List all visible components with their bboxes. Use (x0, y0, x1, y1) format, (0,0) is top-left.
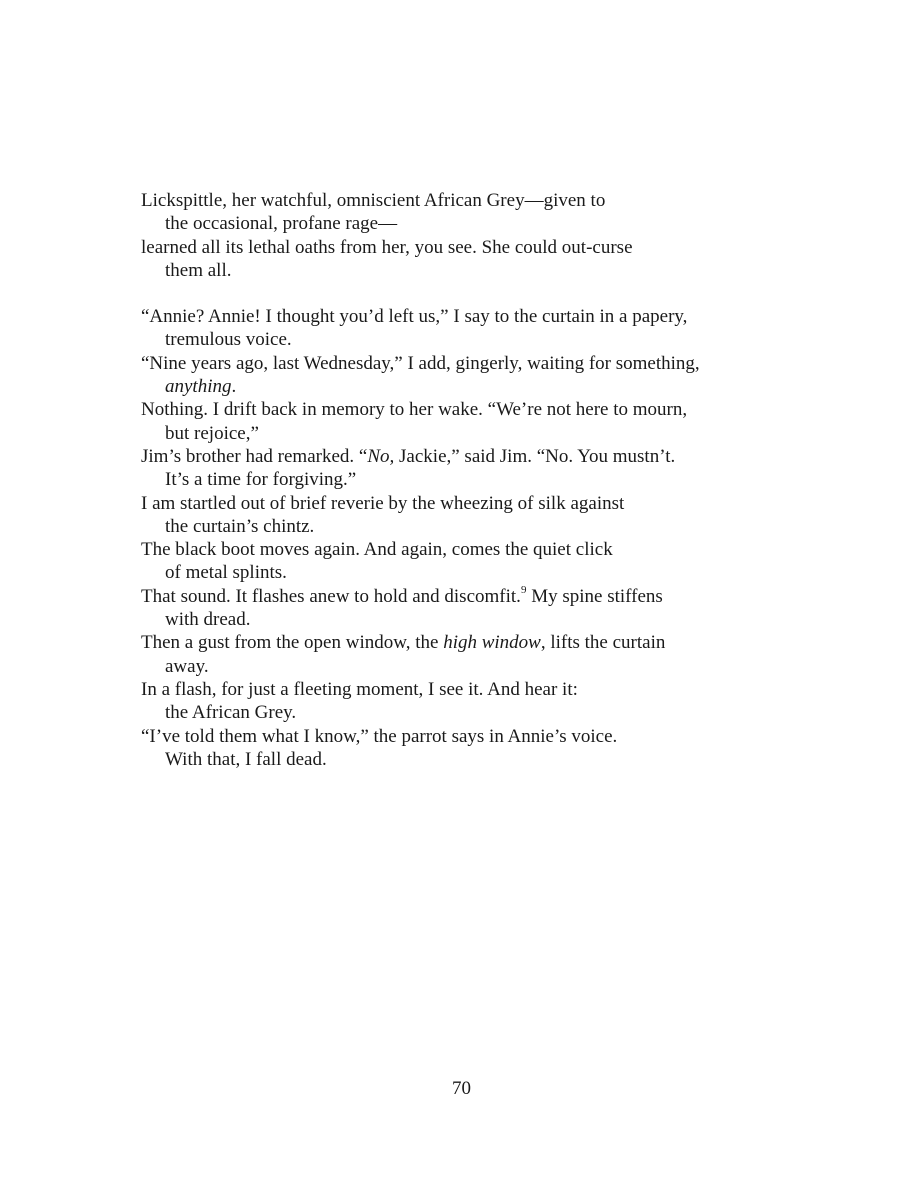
verse-continuation: the curtain’s chintz. (165, 515, 315, 537)
verse-text: Lickspittle, her watchful, omniscient African Grey—given to (141, 190, 606, 211)
verse-line (141, 678, 781, 725)
verse-text: learned all its lethal oaths from her, you see. She could out-curse (141, 236, 633, 258)
verse-text-fragment: Then a gust from the open window, the (141, 632, 444, 654)
stanza-2 (141, 305, 781, 771)
verse-continuation: but rejoice,” (165, 422, 259, 444)
verse-line (141, 538, 781, 585)
page-number: 70 (452, 1078, 471, 1099)
verse-line (141, 631, 781, 678)
verse-line (141, 189, 781, 236)
verse-text-fragment: , lifts the curtain (540, 632, 666, 654)
verse-line (141, 236, 781, 283)
italic-text: No, (367, 445, 395, 467)
footnote-marker[interactable]: 9 (520, 584, 527, 597)
verse-text: I am startled out of brief reverie by the wheezing of silk against (141, 492, 625, 514)
verse-text-fragment: . (231, 376, 237, 398)
verse-continuation: the occasional, profane rage— (165, 213, 398, 235)
poem-body (141, 189, 781, 771)
verse-continuation: of metal splints. (165, 562, 287, 584)
verse-line (141, 305, 781, 352)
verse-text-fragment: Jim’s brother had remarked. “ (141, 445, 368, 467)
verse-text: The black boot moves again. And again, comes the quiet click (141, 539, 613, 561)
italic-text: anything (165, 376, 232, 398)
verse-line (141, 445, 781, 492)
verse-line (141, 725, 781, 772)
verse-text-fragment: My spine stiffens (526, 585, 663, 607)
verse-continuation: It’s a time for forgiving.” (165, 469, 357, 491)
verse-continuation: away. (165, 655, 209, 677)
verse-text: “Annie? Annie! I thought you’d left us,” I say to the curtain in a papery, (141, 306, 688, 328)
verse-continuation: the African Grey. (165, 702, 297, 724)
verse-text: “Nine years ago, last Wednesday,” I add, gingerly, waiting for something, (141, 352, 700, 374)
verse-text-fragment: Jackie,” said Jim. “No. You mustn’t. (394, 445, 676, 467)
verse-line (141, 352, 781, 399)
verse-text-fragment: That sound. It flashes anew to hold and discomfit. (141, 585, 521, 607)
verse-text: In a flash, for just a fleeting moment, I see it. And hear it: (141, 678, 578, 700)
verse-text (141, 585, 781, 608)
verse-line (141, 585, 781, 632)
verse-continuation: them all. (165, 259, 232, 281)
verse-continuation (141, 375, 781, 398)
verse-continuation: with dread. (165, 609, 251, 631)
stanza-1 (141, 189, 781, 282)
verse-line (141, 398, 781, 445)
verse-text: Nothing. I drift back in memory to her wake. “We’re not here to mourn, (141, 399, 688, 421)
verse-continuation: tremulous voice. (165, 329, 292, 351)
verse-line (141, 492, 781, 539)
verse-text (141, 445, 781, 468)
verse-continuation: With that, I fall dead. (165, 748, 327, 770)
verse-text: “I’ve told them what I know,” the parrot says in Annie’s voice. (141, 725, 618, 747)
verse-text (141, 631, 781, 654)
italic-text: high window (443, 632, 541, 654)
